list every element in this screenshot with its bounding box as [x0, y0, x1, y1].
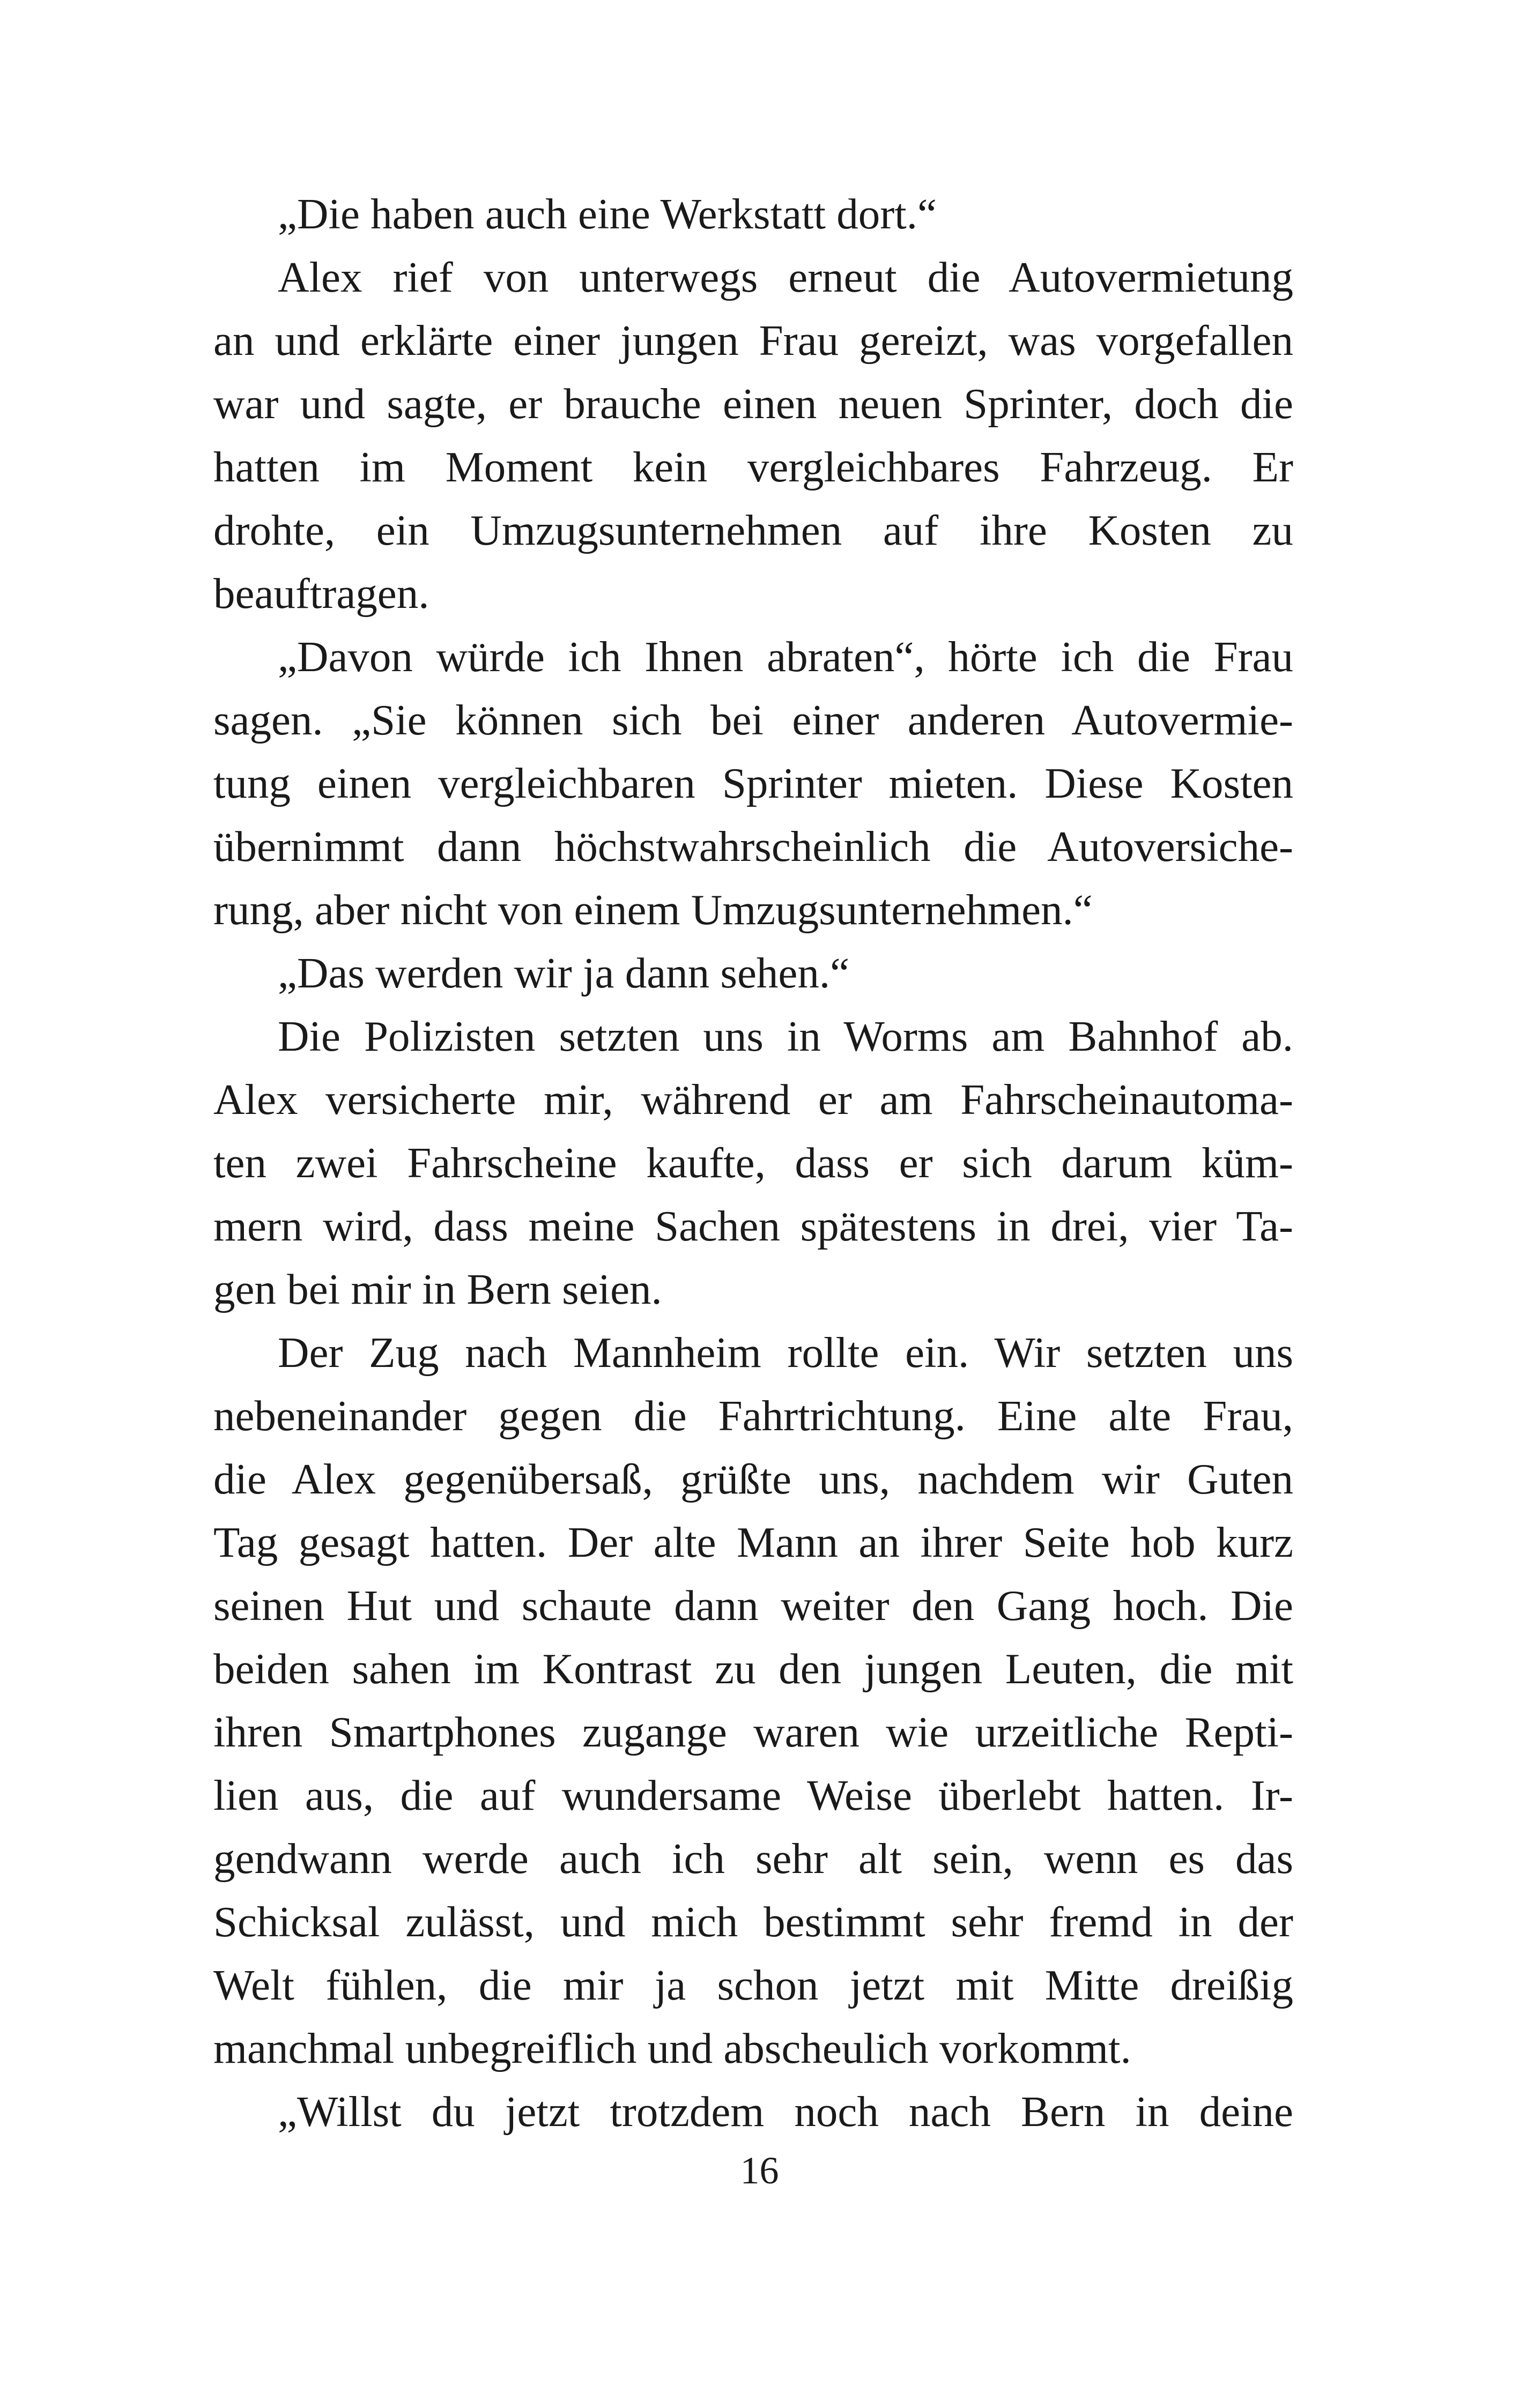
paragraph — [213, 182, 1293, 246]
text-line: ihren Smartphones zugange waren wie urzeitliche Repti- — [213, 1708, 1293, 1756]
body-text — [213, 182, 1293, 2143]
text-line: gendwann werde auch ich sehr alt sein, wenn es das — [213, 1834, 1293, 1883]
text-line: drohte, ein Umzugsunternehmen auf ihre Kosten zu — [213, 506, 1293, 554]
text-line: sagen. „Sie können sich bei einer anderen Autovermie- — [213, 696, 1293, 744]
text-line: manchmal unbegreiflich und abscheulich vorkommt. — [213, 2024, 1131, 2072]
text-line: an und erklärte einer jungen Frau gereizt, was vorgefallen — [213, 316, 1293, 365]
text-line: seinen Hut und schaute dann weiter den Gang hoch. Die — [213, 1581, 1293, 1630]
paragraph — [213, 2080, 1293, 2143]
text-line: war und sagte, er brauche einen neuen Sprinter, doch die — [213, 380, 1293, 428]
text-line: „Das werden wir ja dann sehen.“ — [278, 949, 850, 997]
text-line: die Alex gegenübersaß, grüßte uns, nachdem wir Guten — [213, 1455, 1293, 1503]
text-line: Welt fühlen, die mir ja schon jetzt mit Mitte dreißig — [213, 1961, 1293, 2009]
text-line: „Die haben auch eine Werkstatt dort.“ — [278, 190, 937, 238]
text-line: Die Polizisten setzten uns in Worms am Bahnhof ab. — [278, 1012, 1293, 1060]
text-line: Alex versicherte mir, während er am Fahrscheinautoma- — [213, 1075, 1293, 1124]
text-line: Tag gesagt hatten. Der alte Mann an ihrer Seite hob kurz — [213, 1518, 1293, 1566]
paragraph — [213, 941, 1293, 1005]
text-line: hatten im Moment kein vergleichbares Fahrzeug. Er — [213, 443, 1293, 491]
text-line: Schicksal zulässt, und mich bestimmt sehr fremd in der — [213, 1898, 1293, 1946]
text-line: tung einen vergleichbaren Sprinter mieten. Diese Kosten — [213, 759, 1293, 807]
paragraph — [213, 246, 1293, 625]
text-line: „Davon würde ich Ihnen abraten“, hörte ich die Frau — [278, 633, 1293, 681]
text-line: ten zwei Fahrscheine kaufte, dass er sich darum küm- — [213, 1139, 1293, 1187]
page-number: 16 — [740, 2149, 779, 2192]
text-line: beauftragen. — [213, 569, 429, 618]
text-line: rung, aber nicht von einem Umzugsunternehmen.“ — [213, 886, 1093, 934]
text-line: lien aus, die auf wundersame Weise überlebt hatten. Ir- — [213, 1771, 1293, 1819]
text-line: übernimmt dann höchstwahrscheinlich die Autoversiche- — [213, 822, 1293, 871]
paragraph — [213, 625, 1293, 941]
text-line: nebeneinander gegen die Fahrtrichtung. Eine alte Frau, — [213, 1392, 1293, 1440]
text-line: Der Zug nach Mannheim rollte ein. Wir setzten uns — [278, 1328, 1293, 1377]
paragraph — [213, 1005, 1293, 1321]
text-line: gen bei mir in Bern seien. — [213, 1265, 662, 1313]
text-line: mern wird, dass meine Sachen spätestens in drei, vier Ta- — [213, 1202, 1293, 1250]
paragraph — [213, 1321, 1293, 2080]
text-line: Alex rief von unterwegs erneut die Autovermietung — [278, 253, 1293, 301]
text-line: beiden sahen im Kontrast zu den jungen Leuten, die mit — [213, 1645, 1293, 1693]
text-line: „Willst du jetzt trotzdem noch nach Bern in deine — [278, 2087, 1293, 2136]
